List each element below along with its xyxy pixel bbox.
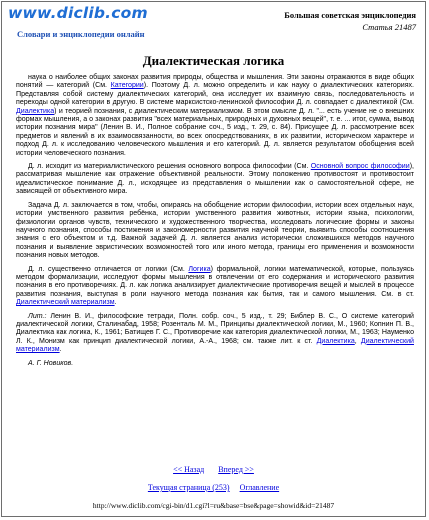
link-lit-dialectical-materialism[interactable]: Диалектический материализм	[16, 337, 414, 354]
text-span: ) и теорией познания, с диалектическим материализмом. В этом смысле Д. л. "... есть учение не о внешних формах мышления, а о законах развития "всех материальных, природных и духовных вещей", т. е. ... итог, сумма, вывод истории познания мира" (Ленин В. И., Полное собрание соч., 5 изд., т. 29, с. 84). Присущее Д. л. рассмотрение всех предметов и явлений в их взаимосвязанности, во всех опосредствованиях, в их развитии, историческом характере и подход Д. л. к исследованию человеческого мышления и его категорий. Д. л. является результатом обобщения всей истории человеческого познания.	[16, 107, 414, 157]
text-span: ) формальной, логики математической, которые, пользуясь методом формализации, исследуют формы мышления в отвлечении от его содержания и исторического развития познания в его противоречиях. Д. л. как логика анализирует диалектические противоречия вещей и мыслей в процессе развития познания, выступая в роли научного метода познания как бытия, так и самого мышления. См. в ст.	[16, 265, 414, 298]
paragraph-tasks: Задача Д. л. заключается в том, чтобы, опираясь на обобщение истории философии, истории всех отдельных наук, истории умственного развития ребёнка, истории умственного развития животных, истории языка, психологии, физиологии органов чувств, технического и художественного творчества, исследовать логические формы и законы научного познания, способы постижения и закономерности развития научной теории, выявить способы соотношения знания с его объектом и т.д. Важной задачей Д. л. является анализ исторически сложившихся методов научного познания и выявление эвристических возможностей того или иного метода, границы его применения и возможности познания новых методов.	[16, 201, 414, 260]
toc-link[interactable]: Оглавление	[239, 483, 280, 492]
article-title: Диалектическая логика	[142, 53, 285, 68]
text-span: ), рассматривая мышление как отражение объективной реальности. Этому положению противостоят и противостоит идеалистическое понимание Д. л., исходящее из представления о мышлении как о самостоятельной сфере, не зависящей от объективного мира.	[16, 163, 414, 196]
text-span: ,	[354, 337, 361, 345]
text-span: Ленин В. И., философские тетради, Полн. собр. соч., 5 изд., т. 29; Библер В. С., О системе категорий диалектической логики, Сталинабад, 1958; Розенталь М. М., Принципы диалектической логики, М., 1960; Копнин П. В., Диалектика как логика, К., 1961; Батищев Г. С., Противоречие как категория диалектической логики, М., 1963; Науменко Л. К., Монизм как принцип диалектической логики, А.-А., 1968; см. также лит. к ст.	[16, 312, 414, 345]
text-span: .	[114, 299, 117, 307]
dictionary-source: Большая советская энциклопедия	[284, 10, 416, 20]
site-header	[2, 2, 425, 42]
article-number: Статья 21487	[362, 22, 416, 32]
link-dialectics[interactable]: Диалектика	[16, 107, 55, 115]
back-link[interactable]: << Назад	[173, 465, 205, 474]
link-logic[interactable]: Логика	[188, 265, 211, 273]
article-body	[16, 74, 414, 373]
link-lit-dialectics[interactable]: Диалектика	[316, 337, 355, 345]
site-logo[interactable]: www.diclib.com	[8, 4, 148, 22]
article-author: А. Г. Новиков.	[28, 359, 74, 367]
forward-link[interactable]: Вперед >>	[218, 465, 254, 474]
link-dialectical-materialism[interactable]: Диалектический материализм	[16, 299, 115, 307]
paragraph-definition	[16, 74, 414, 158]
text-span: Д. л. исходит из материалистического решения основного вопроса философии (См.	[28, 163, 311, 171]
pager-nav	[2, 465, 425, 474]
text-span: Д. л. существенно отличается от логики (См.	[28, 265, 189, 273]
paragraph-literature	[16, 313, 414, 355]
link-main-question[interactable]: Основной вопрос философии	[310, 163, 410, 171]
text-span: ). Поэтому Д. л. можно определить и как науку о диалектических категориях. Представляя собой систему диалектических категорий, она исследует их взаимную связь, последовательность и переходы одной категории в другую. В системе марксистско-ленинской философии Д. л. совпадает с диалектикой (См.	[16, 82, 414, 107]
literature-label: Лит.:	[28, 312, 47, 320]
text-span: наука о наиболее общих законах развития природы, общества и мышления. Эти законы отражаются в виде общих понятий — категорий (См.	[16, 74, 414, 90]
paragraph-difference	[16, 266, 414, 308]
link-categories[interactable]: Категории	[110, 82, 144, 90]
current-page-link[interactable]: Текущая страница (253)	[147, 483, 230, 492]
page-frame	[1, 1, 426, 517]
text-span: .	[59, 346, 62, 354]
page-url: http://www.diclib.com/cgi-bin/d1.cgi?l=ru&base=bse&page=showid&id=21487	[92, 501, 335, 510]
site-subtitle: Словари и энциклопедии онлайн	[17, 29, 145, 39]
paragraph-materialism	[16, 163, 414, 197]
footer-links	[2, 483, 425, 492]
